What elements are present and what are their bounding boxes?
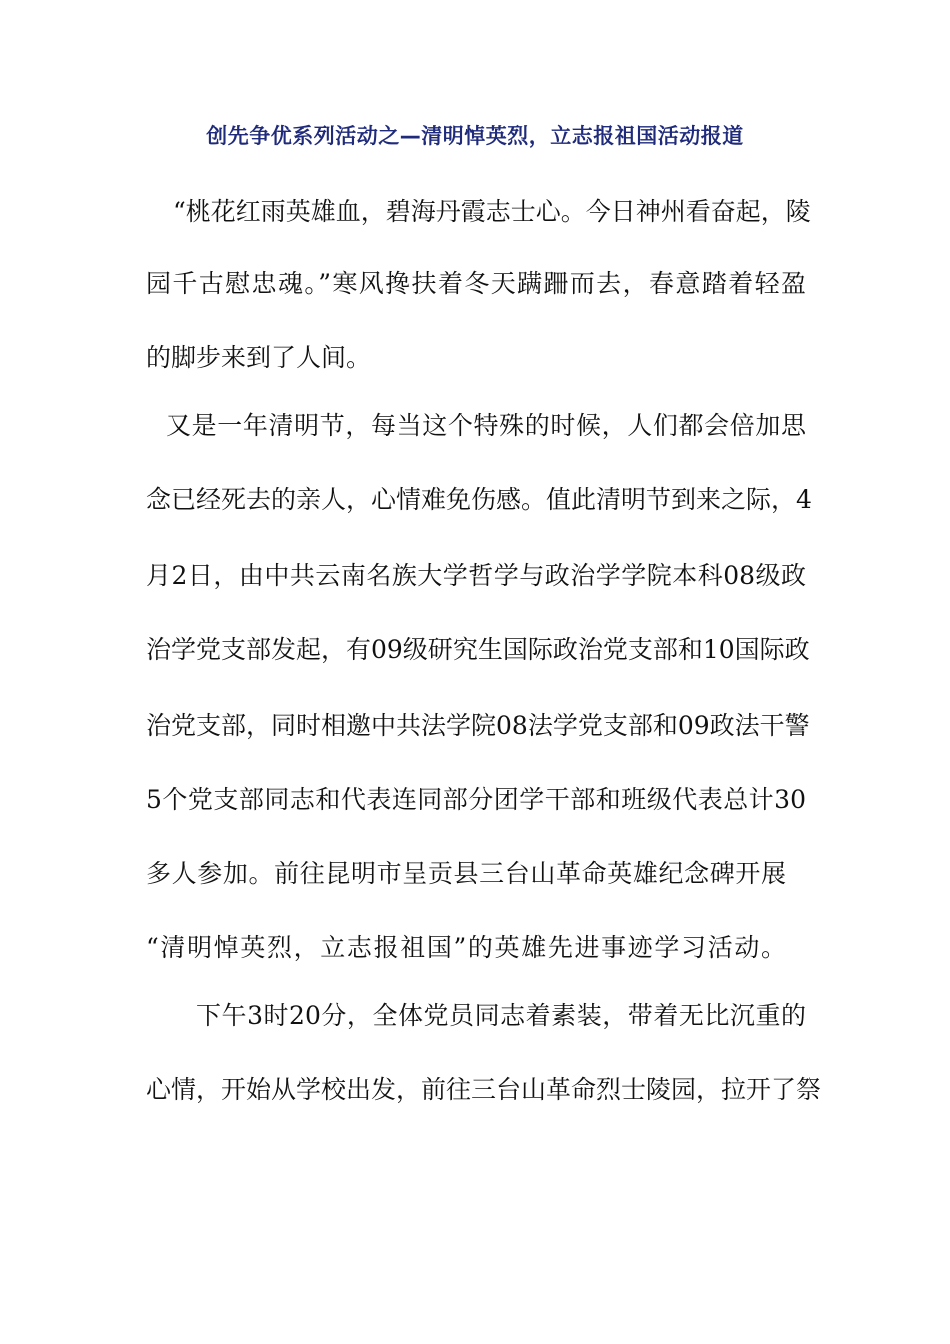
paragraph-line: “清明悼英烈，立志报祖国”的英雄先进事迹学习活动。: [146, 933, 786, 962]
paragraph-line: 月2日，由中共云南名族大学哲学与政治学学院本科08级政: [146, 561, 806, 590]
paragraph-line: 治学党支部发起，有09级研究生国际政治党支部和10国际政: [146, 635, 810, 664]
paragraph-line: 又是一年清明节，每当这个特殊的时候，人们都会倍加思: [166, 411, 806, 440]
paragraph-line: 5个党支部同志和代表连同部分团学干部和班级代表总计30: [146, 785, 806, 814]
paragraph-line: 的脚步来到了人间。: [146, 343, 372, 372]
paragraph-line: 念已经死去的亲人，心情难免伤感。值此清明节到来之际，4: [146, 485, 812, 514]
paragraph-line: 园千古慰忠魂。”寒风搀扶着冬天蹒跚而去，春意踏着轻盈: [146, 269, 806, 298]
document-title: 创先争优系列活动之—清明悼英烈，立志报祖国活动报道: [206, 124, 744, 148]
paragraph-line: 多人参加。前往昆明市呈贡县三台山革命英雄纪念碑开展: [146, 859, 786, 888]
paragraph-line: 治党支部，同时相邀中共法学院08法学党支部和09政法干警: [146, 711, 810, 740]
paragraph-line: 心情，开始从学校出发，前往三台山革命烈士陵园，拉开了祭: [146, 1075, 822, 1104]
paragraph-line: “桃花红雨英雄血，碧海丹霞志士心。今日神州看奋起，陵: [173, 197, 811, 226]
paragraph-line: 下午3时20分，全体党员同志着素装，带着无比沉重的: [196, 1001, 806, 1030]
